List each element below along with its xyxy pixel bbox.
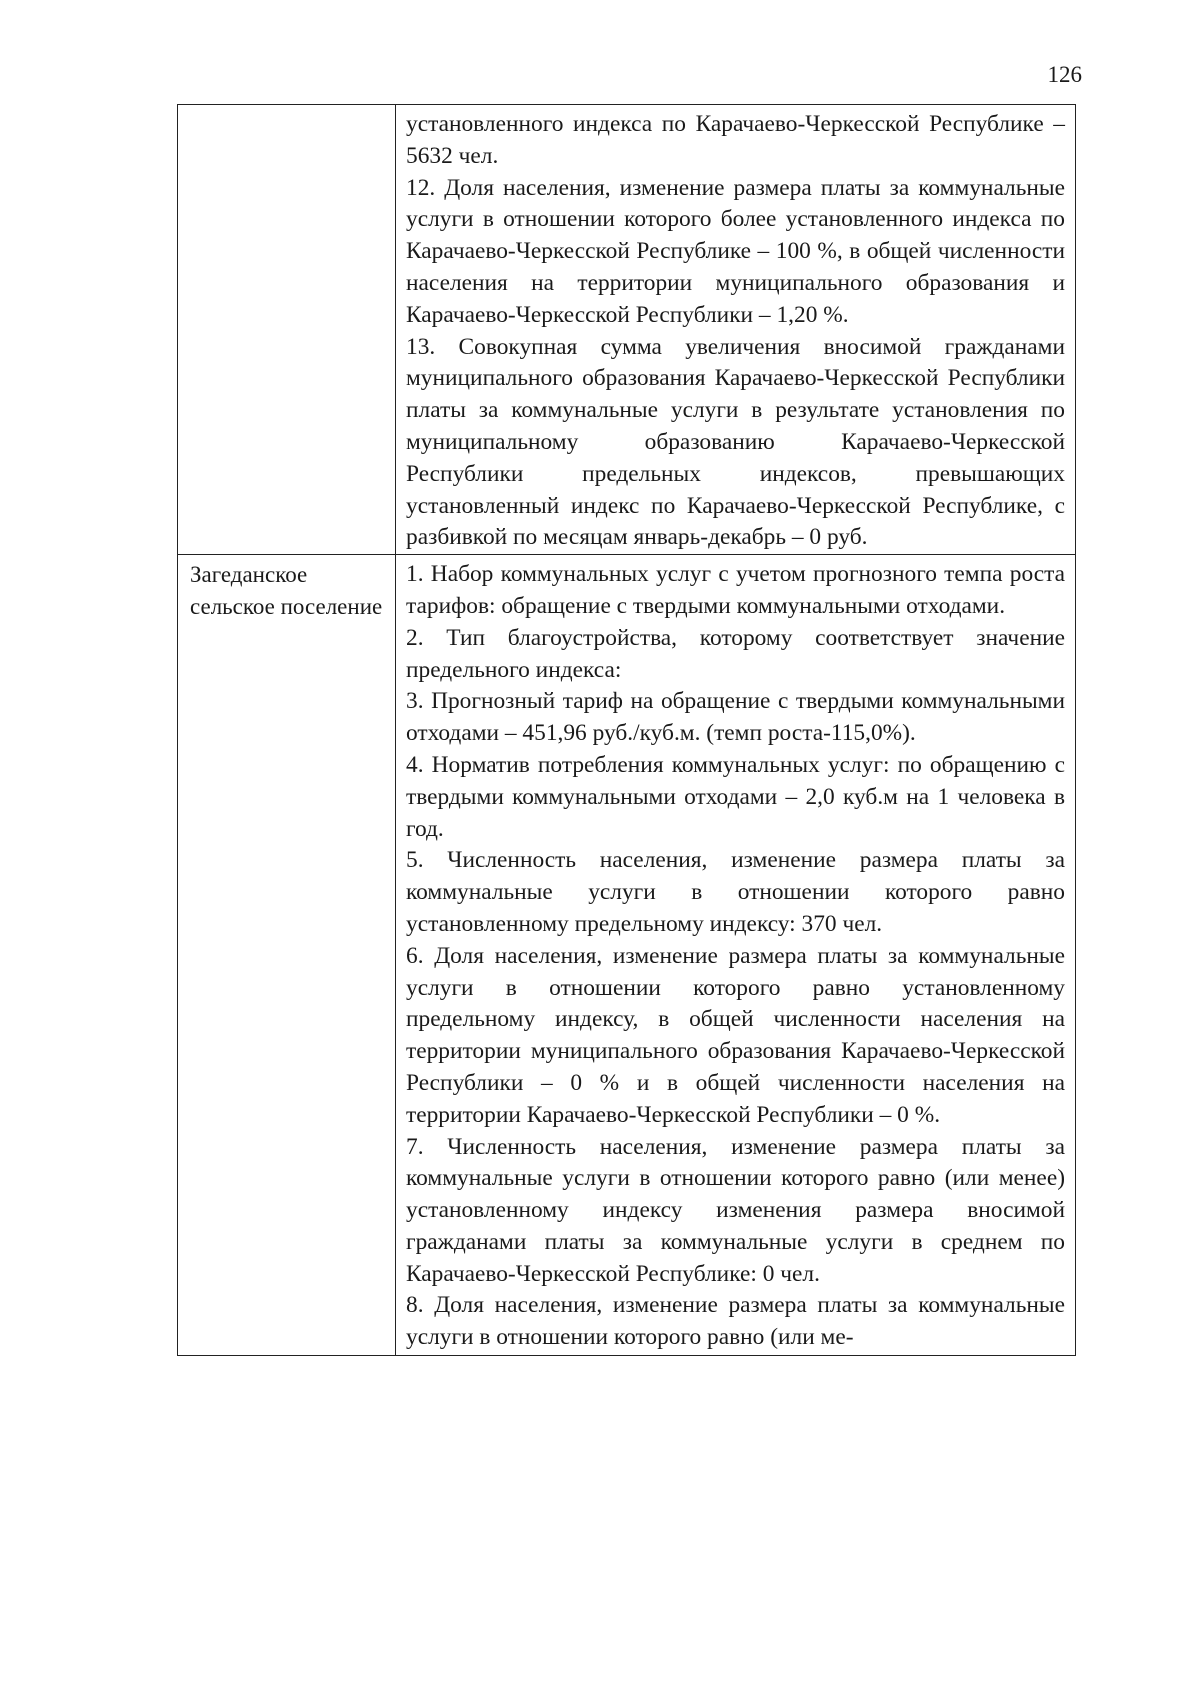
municipality-name-cell <box>178 105 396 555</box>
table-row <box>178 105 1076 555</box>
indicator-paragraph: 12. Доля населения, изменение размера платы за коммунальные услуги в отношении которого более установленного индекса по Карачаево-Черкесской Республике – 100 %, в общей численности населения на территории муниципального образования и Карачаево-Черкесской Республики – 1,20 %. <box>406 174 1065 328</box>
indicator-paragraph: 13. Совокупная сумма увеличения вносимой гражданами муниципального образования Карачаево-Черкесской Республики платы за коммунальные услуги в результате установления по муниципальному образованию Карачаево-Черкесской Республики предельных индексов, превышающих установленный индекс по Карачаево-Черкесской Республике, с разбивкой по месяцам январь-декабрь – 0 руб. <box>406 333 1065 551</box>
indicator-text-cell <box>396 555 1076 1356</box>
indicator-paragraph: 7. Численность населения, изменение размера платы за коммунальные услуги в отношении которого равно (или менее) установленному индексу изменения размера вносимой гражданами платы за коммунальные услуги в среднем по Карачаево-Черкесской Республике: 0 чел. <box>406 1133 1065 1287</box>
indicator-paragraph: 6. Доля населения, изменение размера платы за коммунальные услуги в отношении которого равно установленному предельному индексу, в общей численности населения на территории муниципального образования Карачаево-Черкесской Республики – 0 % и в общей численности населения на территории Карачаево-Черкесской Республики – 0 %. <box>406 942 1065 1128</box>
indicator-paragraph: 3. Прогнозный тариф на обращение с твердыми коммунальными отходами – 451,96 руб./куб.м. (темп роста-115,0%). <box>406 688 1065 747</box>
indicator-paragraph: 1. Набор коммунальных услуг с учетом прогнозного темпа роста тарифов: обращение с твердыми коммунальными отходами. <box>406 561 1065 619</box>
indicator-paragraph: 4. Норматив потребления коммунальных услуг: по обращению с твердыми коммунальными отходами – 2,0 куб.м на 1 человека в год. <box>406 751 1065 842</box>
indicator-paragraph: 5. Численность населения, изменение размера платы за коммунальные услуги в отношении которого равно установленному предельному индексу: 370 чел. <box>406 847 1065 937</box>
table-row <box>178 555 1076 1356</box>
document-table <box>177 104 1076 1356</box>
indicator-paragraph: установленного индекса по Карачаево-Черкесской Республике – 5632 чел. <box>406 111 1065 169</box>
indicator-paragraph: 8. Доля населения, изменение размера платы за коммунальные услуги в отношении которого равно (или ме- <box>406 1292 1065 1351</box>
indicator-paragraph: 2. Тип благоустройства, которому соответствует значение предельного индекса: <box>406 624 1065 683</box>
indicator-text-cell <box>396 105 1076 555</box>
page-number: 126 <box>1047 62 1082 87</box>
municipality-name-cell: Загеданское сельское поселение <box>178 555 396 1356</box>
